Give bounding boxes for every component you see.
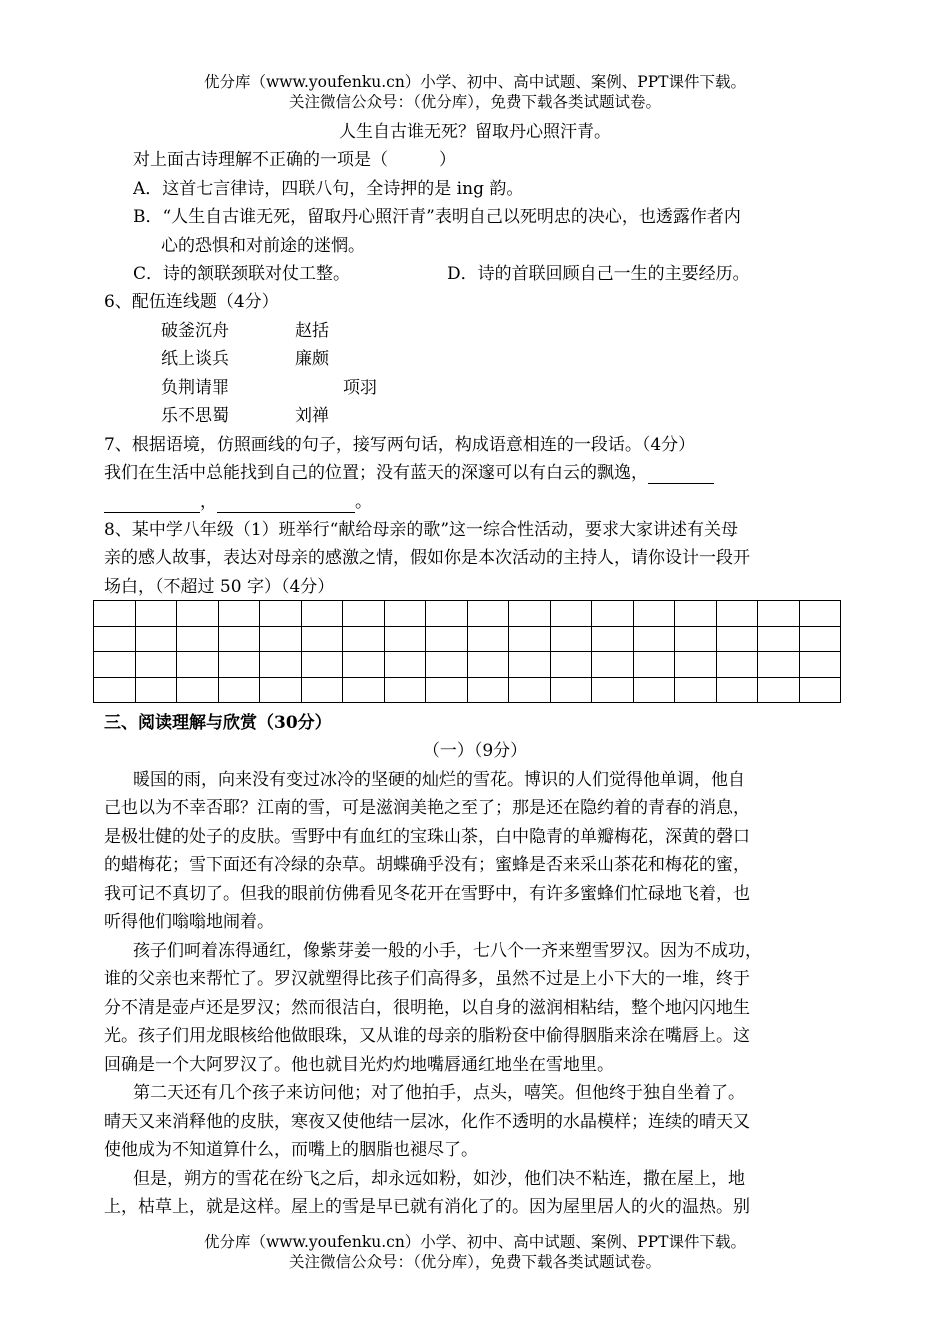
grid-cell[interactable]	[675, 626, 717, 652]
grid-cell[interactable]	[509, 601, 551, 627]
grid-cell[interactable]	[633, 626, 675, 652]
passage-line: 是极壮健的处子的皮肤。雪野中有血红的宝珠山茶，白中隐青的单瓣梅花，深黄的磬口	[104, 827, 750, 847]
header-line-1: 优分库（www.youfenku.cn）小学、初中、高中试题、案例、PPT课件下载。	[203, 73, 747, 91]
passage-line: 我可记不真切了。但我的眼前仿佛看见冬花开在雪野中，有许多蜜蜂们忙碌地飞着，也	[104, 884, 750, 904]
grid-cell[interactable]	[592, 652, 634, 678]
passage-line: 使他成为不知道算什么，而嘴上的胭脂也褪尽了。	[104, 1140, 478, 1160]
passage-line: 晴天又来消释他的皮肤，寒夜又使他结一层冰，化作不透明的水晶模样；连续的晴天又	[104, 1112, 750, 1132]
footer-line-2: 关注微信公众号：（优分库），免费下载各类试题试卷。	[288, 1253, 661, 1271]
grid-cell[interactable]	[799, 652, 841, 678]
q5-option-c: C．诗的颔联颈联对仗工整。	[133, 264, 351, 284]
grid-cell[interactable]	[177, 626, 219, 652]
q6-right-item: 刘禅	[295, 406, 329, 426]
grid-cell[interactable]	[799, 601, 841, 627]
grid-cell[interactable]	[550, 601, 592, 627]
passage-line: 光。孩子们用龙眼核给他做眼珠，又从谁的母亲的脂粉奁中偷得胭脂来涂在嘴唇上。这	[104, 1026, 750, 1046]
q6-right-item: 项羽	[343, 378, 377, 398]
grid-row	[94, 626, 841, 652]
q6-left-item: 破釜沉舟	[161, 321, 229, 341]
grid-cell[interactable]	[94, 626, 136, 652]
grid-cell[interactable]	[384, 652, 426, 678]
grid-cell[interactable]	[633, 601, 675, 627]
grid-cell[interactable]	[260, 677, 302, 703]
grid-row	[94, 677, 841, 703]
grid-cell[interactable]	[467, 601, 509, 627]
grid-cell[interactable]	[716, 677, 758, 703]
grid-cell[interactable]	[301, 601, 343, 627]
q8-line-1: 8、某中学八年级（1）班举行“献给母亲的歌”这一综合性活动，要求大家讲述有关母	[104, 520, 739, 540]
grid-cell[interactable]	[799, 626, 841, 652]
passage-1-subtitle: （一）（9分）	[422, 741, 528, 761]
grid-cell[interactable]	[509, 652, 551, 678]
q6-title: 6、配伍连线题（4分）	[104, 292, 279, 312]
grid-cell[interactable]	[218, 601, 260, 627]
q7-answer-blank-1a[interactable]	[648, 465, 714, 484]
grid-cell[interactable]	[509, 626, 551, 652]
grid-cell[interactable]	[343, 626, 385, 652]
q7-answer-blank-1b[interactable]	[104, 494, 200, 513]
grid-cell[interactable]	[260, 652, 302, 678]
grid-cell[interactable]	[94, 601, 136, 627]
grid-row	[94, 601, 841, 627]
grid-cell[interactable]	[550, 626, 592, 652]
q8-answer-grid[interactable]	[93, 600, 841, 703]
grid-cell[interactable]	[177, 652, 219, 678]
passage-line: 但是，朔方的雪花在纷飞之后，却永远如粉，如沙，他们决不粘连，撒在屋上，地	[133, 1169, 745, 1189]
grid-cell[interactable]	[135, 652, 177, 678]
passage-line: 己也以为不幸否耶？江南的雪，可是滋润美艳之至了；那是还在隐约着的青春的消息，	[104, 798, 750, 818]
grid-cell[interactable]	[426, 626, 468, 652]
grid-cell[interactable]	[716, 601, 758, 627]
q8-line-3: 场白，（不超过 50 字）（4分）	[104, 577, 335, 597]
passage-line: 的蜡梅花；雪下面还有冷绿的杂草。胡蝶确乎没有；蜜蜂是否来采山茶花和梅花的蜜，	[104, 855, 750, 875]
q8-line-2: 亲的感人故事，表达对母亲的感激之情，假如你是本次活动的主持人，请你设计一段开	[104, 548, 750, 568]
q6-left-item: 纸上谈兵	[161, 349, 229, 369]
q7-text	[104, 462, 714, 484]
grid-cell[interactable]	[177, 601, 219, 627]
passage-line: 分不清是壶卢还是罗汉；然而很洁白，很明艳，以自身的滋润相粘结，整个地闪闪地生	[104, 998, 750, 1018]
grid-cell[interactable]	[343, 652, 385, 678]
q7-period: 。	[355, 492, 372, 512]
grid-cell[interactable]	[550, 652, 592, 678]
grid-cell[interactable]	[758, 652, 800, 678]
grid-cell[interactable]	[384, 626, 426, 652]
q7-answer-line	[104, 491, 372, 513]
grid-cell[interactable]	[260, 601, 302, 627]
grid-cell[interactable]	[426, 652, 468, 678]
grid-cell[interactable]	[675, 601, 717, 627]
grid-cell[interactable]	[218, 677, 260, 703]
grid-cell[interactable]	[301, 652, 343, 678]
q5-option-d: D．诗的首联回顾自己一生的主要经历。	[447, 264, 750, 284]
q6-left-item: 乐不思蜀	[161, 406, 229, 426]
q6-left-item: 负荆请罪	[161, 378, 229, 398]
q5-stem: 对上面古诗理解不正确的一项是（ ）	[133, 150, 456, 170]
grid-cell[interactable]	[467, 677, 509, 703]
grid-cell[interactable]	[758, 677, 800, 703]
grid-cell[interactable]	[675, 677, 717, 703]
grid-cell[interactable]	[716, 652, 758, 678]
q6-right-item: 赵括	[295, 321, 329, 341]
grid-cell[interactable]	[301, 677, 343, 703]
grid-cell[interactable]	[758, 601, 800, 627]
grid-cell[interactable]	[177, 677, 219, 703]
grid-cell[interactable]	[384, 677, 426, 703]
grid-cell[interactable]	[550, 677, 592, 703]
grid-cell[interactable]	[94, 652, 136, 678]
grid-cell[interactable]	[426, 677, 468, 703]
q5-option-a: A．这首七言律诗，四联八句，全诗押的是 ing 韵。	[133, 179, 524, 199]
grid-cell[interactable]	[509, 677, 551, 703]
grid-cell[interactable]	[218, 652, 260, 678]
passage-line: 暖国的雨，向来没有变过冰冷的坚硬的灿烂的雪花。博识的人们觉得他单调，他自	[133, 770, 745, 790]
grid-cell[interactable]	[260, 626, 302, 652]
grid-cell[interactable]	[384, 601, 426, 627]
q7-answer-blank-2[interactable]	[217, 494, 355, 513]
q7-title: 7、根据语境，仿照画线的句子，接写两句话，构成语意相连的一段话。（4分）	[104, 435, 696, 455]
passage-line: 孩子们呵着冻得通红，像紫芽姜一般的小手，七八个一齐来塑雪罗汉。因为不成功，	[133, 941, 762, 961]
grid-cell[interactable]	[758, 626, 800, 652]
grid-cell[interactable]	[343, 601, 385, 627]
q5-option-b-line2: 心的恐惧和对前途的迷惘。	[161, 236, 365, 256]
grid-cell[interactable]	[343, 677, 385, 703]
grid-cell[interactable]	[135, 601, 177, 627]
grid-cell[interactable]	[426, 601, 468, 627]
header-line-2: 关注微信公众号：（优分库），免费下载各类试题试卷。	[288, 93, 661, 111]
passage-line: 第二天还有几个孩子来访问他；对了他拍手，点头，嘻笑。但他终于独自坐着了。	[133, 1083, 745, 1103]
q7-comma: ，	[200, 492, 217, 512]
grid-cell[interactable]	[633, 652, 675, 678]
passage-line: 听得他们嗡嗡地闹着。	[104, 912, 274, 932]
grid-cell[interactable]	[135, 677, 177, 703]
grid-cell[interactable]	[467, 626, 509, 652]
passage-line: 谁的父亲也来帮忙了。罗汉就塑得比孩子们高得多，虽然不过是上小下大的一堆，终于	[104, 969, 750, 989]
grid-cell[interactable]	[675, 652, 717, 678]
grid-row	[94, 652, 841, 678]
grid-cell[interactable]	[94, 677, 136, 703]
grid-cell[interactable]	[799, 677, 841, 703]
grid-cell[interactable]	[592, 677, 634, 703]
grid-cell[interactable]	[467, 652, 509, 678]
section-3-title: 三、阅读理解与欣赏（30分）	[104, 713, 332, 733]
q7-text-content: 我们在生活中总能找到自己的位置；没有蓝天的深邃可以有白云的飘逸，	[104, 463, 648, 483]
grid-cell[interactable]	[301, 626, 343, 652]
grid-cell[interactable]	[592, 601, 634, 627]
poem-line: 人生自古谁无死？留取丹心照汗青。	[339, 122, 611, 142]
grid-cell[interactable]	[633, 677, 675, 703]
grid-cell[interactable]	[716, 626, 758, 652]
q5-option-b-line1: B．“人生自古谁无死，留取丹心照汗青”表明自己以死明忠的决心，也透露作者内	[133, 207, 741, 227]
footer-line-1: 优分库（www.youfenku.cn）小学、初中、高中试题、案例、PPT课件下载。	[203, 1233, 747, 1251]
grid-cell[interactable]	[592, 626, 634, 652]
grid-cell[interactable]	[218, 626, 260, 652]
passage-line: 回确是一个大阿罗汉了。他也就目光灼灼地嘴唇通红地坐在雪地里。	[104, 1055, 614, 1075]
grid-cell[interactable]	[135, 626, 177, 652]
q6-right-item: 廉颇	[295, 349, 329, 369]
passage-line: 上，枯草上，就是这样。屋上的雪是早已就有消化了的。因为屋里居人的火的温热。别	[104, 1197, 750, 1217]
